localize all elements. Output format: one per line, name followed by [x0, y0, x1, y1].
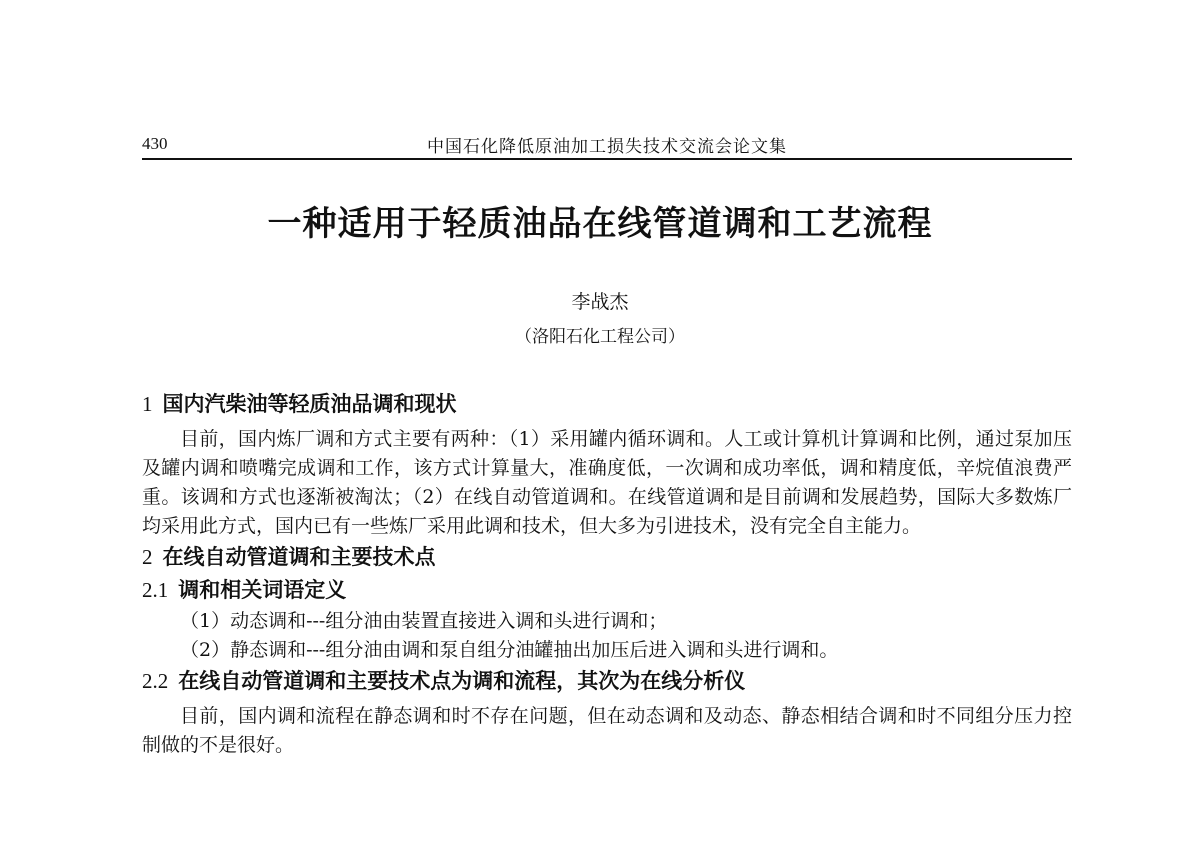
- section-1-heading: [142, 388, 1072, 421]
- page-number: 430: [142, 134, 168, 153]
- author-affiliation: （洛阳石化工程公司）: [515, 327, 685, 347]
- section-title: 在线自动管道调和主要技术点为调和流程，其次为在线分析仪: [178, 669, 746, 693]
- section-1-paragraph: 目前，国内炼厂调和方式主要有两种：（1）采用罐内循环调和。人工或计算机计算调和比例，通过泵加压及罐内调和喷嘴完成调和工作，该方式计算量大，准确度低，一次调和成功率低，调和精度低，辛烷值浪费严重。该调和方式也逐渐被淘汰；（2）在线自动管道调和。在线管道调和是目前调和发展趋势，国际大多数炼厂均采用此方式，国内已有一些炼厂采用此调和技术，但大多为引进技术，没有完全自主能力。: [142, 428, 1072, 537]
- section-title: 在线自动管道调和主要技术点: [162, 545, 436, 569]
- section-title: 国内汽柴油等轻质油品调和现状: [162, 392, 457, 416]
- section-title: 调和相关词语定义: [178, 578, 347, 602]
- body-text: [142, 388, 1072, 760]
- section-2-heading: [142, 541, 1072, 574]
- section-number: 2.1: [142, 578, 169, 602]
- running-header: [142, 130, 1072, 160]
- section-number: 2: [142, 545, 153, 569]
- section-2-1-heading: [142, 574, 1072, 607]
- section-2-2-heading: [142, 665, 1072, 698]
- definition-item: （2）静态调和---组分油由调和泵自组分油罐抽出加压后进入调和头进行调和。: [180, 639, 839, 661]
- definition-item: （1）动态调和---组分油由装置直接进入调和头进行调和；: [180, 610, 668, 632]
- section-number: 1: [142, 392, 153, 416]
- section-number: 2.2: [142, 669, 169, 693]
- section-2-2-paragraph: 目前，国内调和流程在静态调和时不存在问题，但在动态调和及动态、静态相结合调和时不同组分压力控制做的不是很好。: [142, 705, 1072, 756]
- paper-title: 一种适用于轻质油品在线管道调和工艺流程: [267, 204, 933, 244]
- author-name: 李战杰: [571, 291, 629, 313]
- journal-title: 中国石化降低原油加工损失技术交流会论文集: [427, 137, 787, 157]
